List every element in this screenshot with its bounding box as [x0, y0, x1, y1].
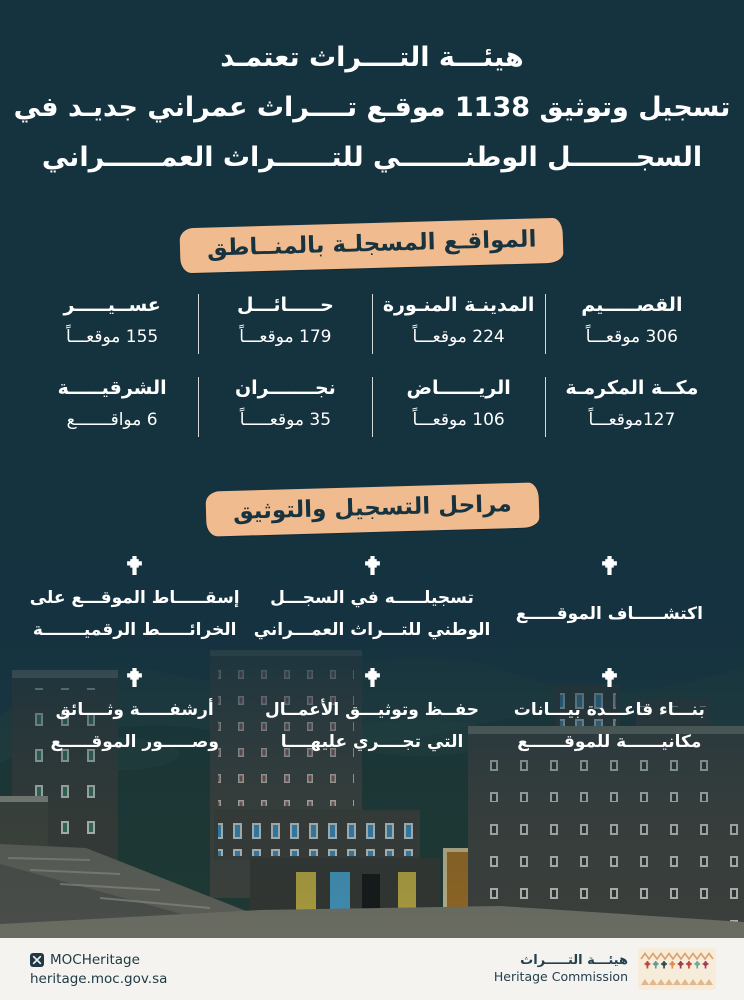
region-asir: [26, 291, 198, 357]
region-name: المدينـة المنـورة: [382, 294, 535, 316]
website-url: heritage.moc.gov.sa: [30, 970, 168, 987]
region-count: 155 موقعـــاً: [66, 327, 159, 347]
plus-marker-icon: [602, 556, 617, 575]
plus-marker-icon: [127, 668, 142, 687]
region-count: 35 موقعـــــاً: [239, 410, 332, 430]
social-handle: MOCHeritage: [50, 951, 140, 968]
stage-spatial-database: [491, 668, 728, 758]
stage-register-national-record: [253, 556, 490, 646]
region-count: 179 موقعـــاً: [239, 327, 332, 347]
stage-line: إسقـــــاط الموقـــع على: [29, 588, 240, 608]
region-qassim: [546, 291, 718, 357]
regions-row-2: [26, 374, 718, 440]
stages-row-1: [16, 556, 728, 646]
plus-marker-icon: [365, 668, 380, 687]
region-count: 306 موقعـــاً: [585, 327, 678, 347]
regions-stats: [26, 291, 718, 457]
footer-contact: [30, 951, 167, 988]
stage-archive-documents-photos: [16, 668, 253, 758]
title-line-2: تسجيل وتوثيق 1138 موقـع تــــراث عمراني جديـد في: [13, 92, 731, 123]
regions-section-badge: المواقـع المسجلـة بالمنــاطق: [180, 218, 565, 274]
regions-row-1: [26, 291, 718, 357]
stages-section-badge: مراحل التسجيل والتوثيق: [205, 482, 539, 536]
stage-line: اكتشـــــاف الموقـــــع: [515, 604, 703, 624]
stage-line: وصـــــور الموقـــــع: [50, 732, 219, 752]
divider: [198, 377, 199, 437]
stage-line: تسجيلـــــه في السجـــل: [270, 588, 474, 608]
page-title: [0, 33, 744, 183]
stage-line: بنـــاء قاعـــدة بيـــانات: [513, 700, 705, 720]
stage-line: التي تجــــري عليهــــا: [280, 732, 464, 752]
divider: [545, 294, 546, 354]
stage-line: الخرائـــــط الرقميـــــــة: [32, 620, 237, 640]
footer-bar: [0, 938, 744, 1000]
plus-marker-icon: [365, 556, 380, 575]
region-najran: [199, 374, 371, 440]
stage-line: الوطني للتـــراث العمـــراني: [253, 620, 491, 640]
region-eastern: [26, 374, 198, 440]
plus-marker-icon: [127, 556, 142, 575]
divider: [198, 294, 199, 354]
region-hail: [199, 291, 371, 357]
region-madinah: [373, 291, 545, 357]
divider: [372, 377, 373, 437]
stage-map-projection: [16, 556, 253, 646]
stages-list: [16, 556, 728, 780]
region-count: 106 موقعـــاً: [412, 410, 505, 430]
logo-arabic-name: هيئـــة التـــــراث: [520, 953, 628, 968]
heritage-commission-logo: [494, 948, 716, 990]
divider: [545, 377, 546, 437]
region-name: حـــــائـــل: [236, 294, 334, 316]
stage-document-works: [253, 668, 490, 758]
region-name: الريــــــاض: [406, 377, 511, 399]
title-line-3: السجـــــــل الوطنـــــــي للتــــــراث العمــــــراني: [41, 142, 703, 173]
region-name: القصـــــيم: [581, 294, 683, 316]
title-line-1: هيئـــة التــــراث تعتمـد: [220, 42, 524, 73]
region-count: 224 موقعـــاً: [412, 327, 505, 347]
stage-line: أرشفـــــة وثــــائق: [55, 700, 214, 720]
region-name: مكــة المكرمـة: [565, 377, 699, 399]
x-twitter-icon: [30, 953, 44, 967]
region-count: 6 مواقـــــــع: [66, 410, 158, 430]
stages-badge-wrap: [0, 487, 744, 532]
region-name: الشرقيـــــة: [57, 377, 167, 399]
stage-line: حفــظ وتوثيـــق الأعمــال: [264, 700, 480, 720]
stage-discover-site: [491, 556, 728, 646]
region-name: نجـــــــران: [234, 377, 336, 399]
region-riyadh: [373, 374, 545, 440]
heritage-pattern-icon: [638, 948, 716, 990]
logo-wordmark: [494, 953, 628, 985]
region-name: عســيـــــر: [63, 294, 161, 316]
regions-badge-wrap: [0, 223, 744, 268]
region-count: 127موقعـــاً: [588, 410, 676, 430]
plus-marker-icon: [602, 668, 617, 687]
region-makkah: [546, 374, 718, 440]
stages-row-2: [16, 668, 728, 758]
divider: [372, 294, 373, 354]
stage-line: مكانيــــــة للموقــــــع: [517, 732, 702, 752]
logo-english-name: Heritage Commission: [493, 969, 628, 984]
